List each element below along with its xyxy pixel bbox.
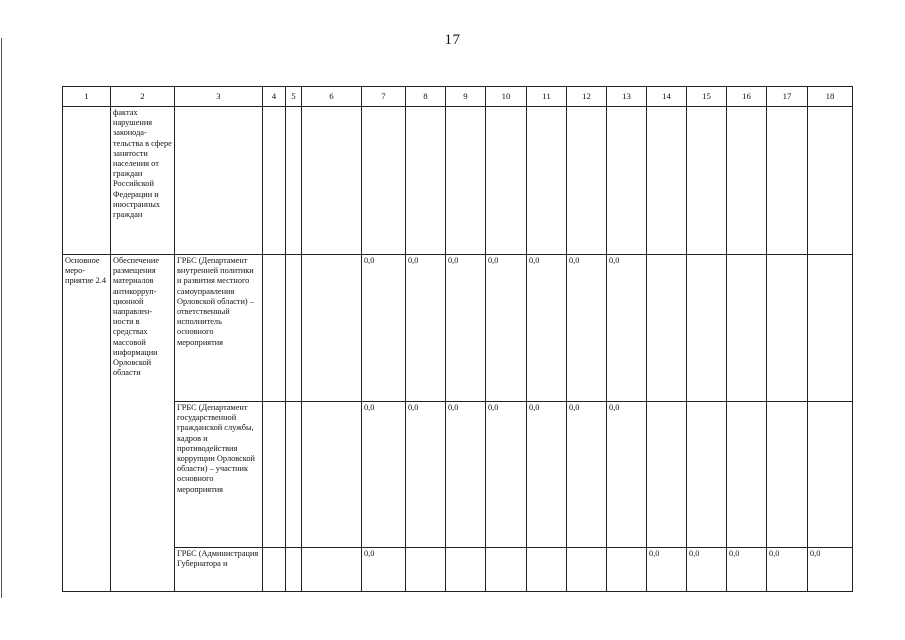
value-cell [808, 402, 853, 548]
col-header: 16 [727, 87, 767, 107]
value-cell: 0,0 [446, 255, 486, 402]
col-header: 11 [527, 87, 567, 107]
table-cell [286, 107, 302, 255]
col-header: 5 [286, 87, 302, 107]
value-cell: 0,0 [767, 548, 808, 592]
page-number: 17 [444, 32, 461, 48]
col-header: 12 [567, 87, 607, 107]
value-cell [727, 402, 767, 548]
value-cell: 0,0 [567, 255, 607, 402]
table-cell [63, 107, 111, 255]
table-cell [362, 107, 406, 255]
value-cell [263, 548, 286, 592]
value-cell [302, 402, 362, 548]
value-cell: 0,0 [687, 548, 727, 592]
value-cell [767, 255, 808, 402]
col-header: 1 [63, 87, 111, 107]
value-cell [527, 548, 567, 592]
value-cell [607, 548, 647, 592]
value-cell [446, 548, 486, 592]
activity-description-cell: Обеспечение размещения материалов антикорруп-ционной направлен-ности в средствах массовой информации Орловской области [111, 255, 175, 592]
table-row [63, 548, 853, 592]
col-header: 10 [486, 87, 527, 107]
value-cell [727, 255, 767, 402]
col-header: 6 [302, 87, 362, 107]
value-cell: 0,0 [527, 255, 567, 402]
value-cell [286, 548, 302, 592]
table-cell [808, 107, 853, 255]
value-cell: 0,0 [607, 255, 647, 402]
col-header: 9 [446, 87, 486, 107]
description-cell: фактах нарушения законода-тельства в сфере занятости населения от граждан Российской Федерации и иностранных граждан [111, 107, 175, 255]
value-cell [302, 548, 362, 592]
value-cell [687, 402, 727, 548]
col-header: 18 [808, 87, 853, 107]
value-cell: 0,0 [446, 402, 486, 548]
value-cell [286, 255, 302, 402]
value-cell [263, 402, 286, 548]
table-cell [527, 107, 567, 255]
value-cell [406, 548, 446, 592]
table-cell [567, 107, 607, 255]
value-cell: 0,0 [727, 548, 767, 592]
col-header: 17 [767, 87, 808, 107]
value-cell: 0,0 [567, 402, 607, 548]
value-cell [286, 402, 302, 548]
value-cell: 0,0 [362, 402, 406, 548]
col-header: 2 [111, 87, 175, 107]
value-cell: 0,0 [406, 255, 446, 402]
budget-table [62, 86, 853, 592]
value-cell: 0,0 [527, 402, 567, 548]
table-row-continuation [63, 107, 853, 255]
col-header: 15 [687, 87, 727, 107]
value-cell: 0,0 [486, 255, 527, 402]
table-cell [446, 107, 486, 255]
col-header: 8 [406, 87, 446, 107]
value-cell: 0,0 [362, 255, 406, 402]
value-cell: 0,0 [808, 548, 853, 592]
value-cell [567, 548, 607, 592]
table-cell [406, 107, 446, 255]
value-cell [647, 402, 687, 548]
value-cell [302, 255, 362, 402]
header-row [63, 87, 853, 107]
table-cell [486, 107, 527, 255]
col-header: 13 [607, 87, 647, 107]
table-cell [263, 107, 286, 255]
value-cell [486, 548, 527, 592]
table-cell [767, 107, 808, 255]
value-cell: 0,0 [486, 402, 527, 548]
grbs-cell: ГРБС (Администрация Губернатора и [175, 548, 263, 592]
activity-number-cell: Основное меро-приятие 2.4 [63, 255, 111, 592]
table-row [63, 402, 853, 548]
value-cell [263, 255, 286, 402]
table-cell [727, 107, 767, 255]
value-cell [687, 255, 727, 402]
value-cell: 0,0 [406, 402, 446, 548]
value-cell: 0,0 [362, 548, 406, 592]
table-cell [175, 107, 263, 255]
table-cell [302, 107, 362, 255]
grbs-cell: ГРБС (Департамент государственной гражданской службы, кадров и противодействия коррупции Орловской области) – участник основного мероприятия [175, 402, 263, 548]
grbs-cell: ГРБС (Департамент внутренней политики и развития местного самоуправления Орловской области) – ответственный исполнитель основного мероприятия [175, 255, 263, 402]
value-cell [767, 402, 808, 548]
col-header: 3 [175, 87, 263, 107]
col-header: 7 [362, 87, 406, 107]
table-cell [647, 107, 687, 255]
table-row [63, 255, 853, 402]
table-cell [607, 107, 647, 255]
value-cell [647, 255, 687, 402]
col-header: 4 [263, 87, 286, 107]
value-cell [808, 255, 853, 402]
value-cell: 0,0 [647, 548, 687, 592]
table-cell [687, 107, 727, 255]
value-cell: 0,0 [607, 402, 647, 548]
col-header: 14 [647, 87, 687, 107]
page-edge-line [1, 38, 2, 598]
